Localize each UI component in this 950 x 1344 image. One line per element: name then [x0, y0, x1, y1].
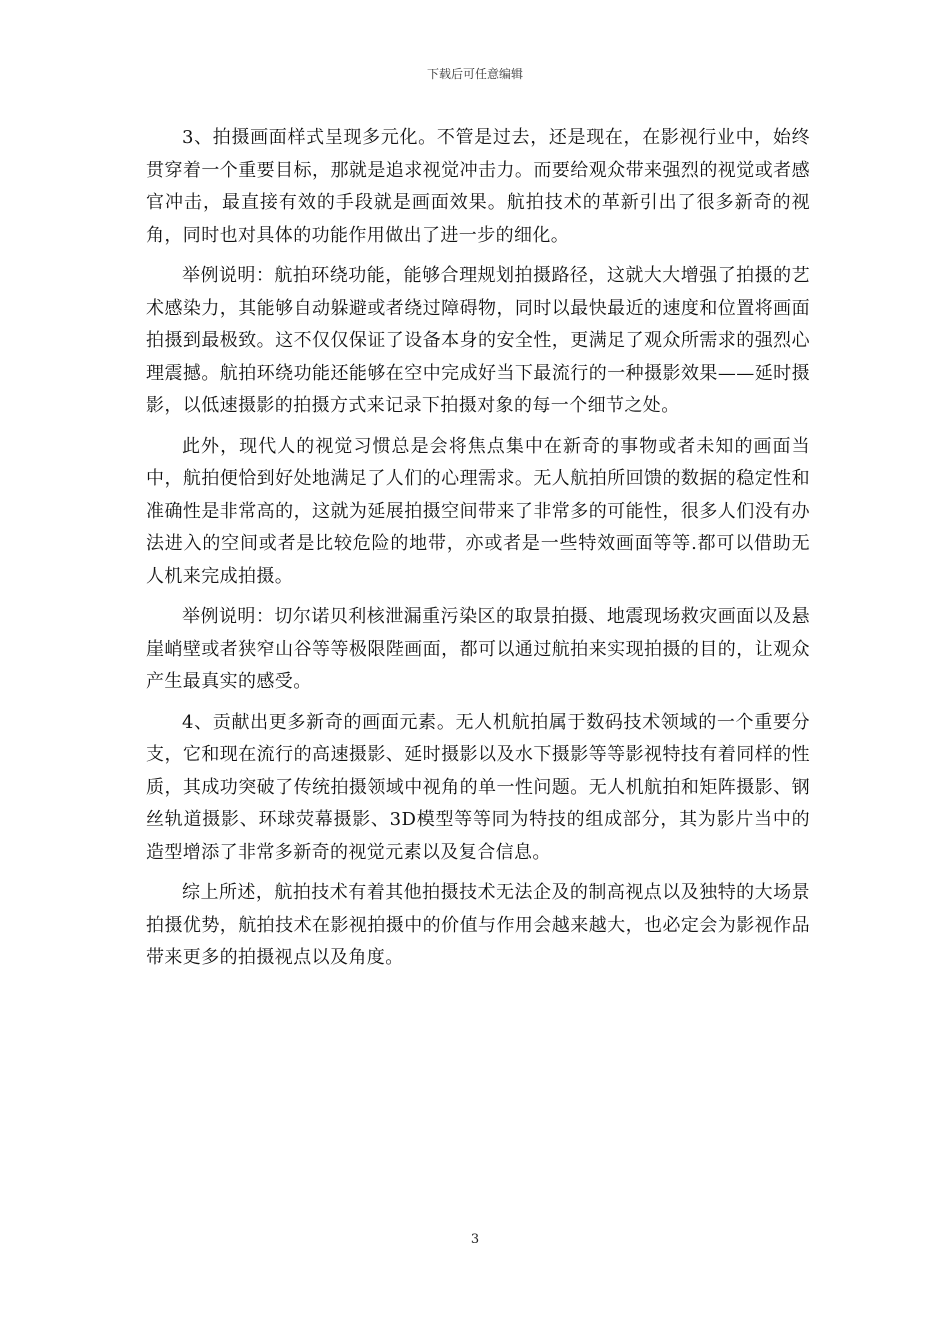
page-header: 下载后可任意编辑	[426, 67, 523, 81]
paragraph-visual-habits: 此外，现代人的视觉习惯总是会将焦点集中在新奇的事物或者未知的画面当中，航拍便恰到好处地满足了人们的心理需求。无人航拍所回馈的数据的稳定性和准确性是非常高的，这就为延展拍摄空间带来了非常多的可能性，很多人们没有办法进入的空间或者是比较危险的地带，亦或者是一些特效画面等等.都可以借助无人机来完成拍摄。	[146, 435, 810, 587]
page-number: 3	[470, 1232, 480, 1247]
document-body	[146, 122, 810, 983]
paragraph-example-orbit: 举例说明：航拍环绕功能，能够合理规划拍摄路径，这就大大增强了拍摄的艺术感染力，其能够自动躲避或者绕过障碍物，同时以最快最近的速度和位置将画面拍摄到最极致。这不仅仅保证了设备本身的安全性，更满足了观众所需求的强烈心理震撼。航拍环绕功能还能够在空中完成好当下最流行的一种摄影效果——延时摄影，以低速摄影的拍摄方式来记录下拍摄对象的每一个细节之处。	[146, 265, 810, 416]
paragraph-point-4: 4、贡献出更多新奇的画面元素。无人机航拍属于数码技术领域的一个重要分支，它和现在流行的高速摄影、延时摄影以及水下摄影等等影视特技有着同样的性质，其成功突破了传统拍摄领域中视角的单一性问题。无人机航拍和矩阵摄影、钢丝轨道摄影、环球荧幕摄影、3D模型等等同为特技的组成部分，其为影片当中的造型增添了非常多新奇的视觉元素以及复合信息。	[146, 711, 810, 863]
paragraph-conclusion: 综上所述，航拍技术有着其他拍摄技术无法企及的制高视点以及独特的大场景拍摄优势，航拍技术在影视拍摄中的价值与作用会越来越大，也必定会为影视作品带来更多的拍摄视点以及角度。	[146, 882, 810, 968]
paragraph-example-chernobyl: 举例说明：切尔诺贝利核泄漏重污染区的取景拍摄、地震现场救灾画面以及悬崖峭壁或者狭窄山谷等等极限陛画面，都可以通过航拍来实现拍摄的目的，让观众产生最真实的感受。	[146, 606, 810, 692]
paragraph-point-3: 3、拍摄画面样式呈现多元化。不管是过去，还是现在，在影视行业中，始终贯穿着一个重要目标，那就是追求视觉冲击力。而要给观众带来强烈的视觉或者感官冲击，最直接有效的手段就是画面效果。航拍技术的革新引出了很多新奇的视角，同时也对具体的功能作用做出了进一步的细化。	[146, 127, 810, 246]
